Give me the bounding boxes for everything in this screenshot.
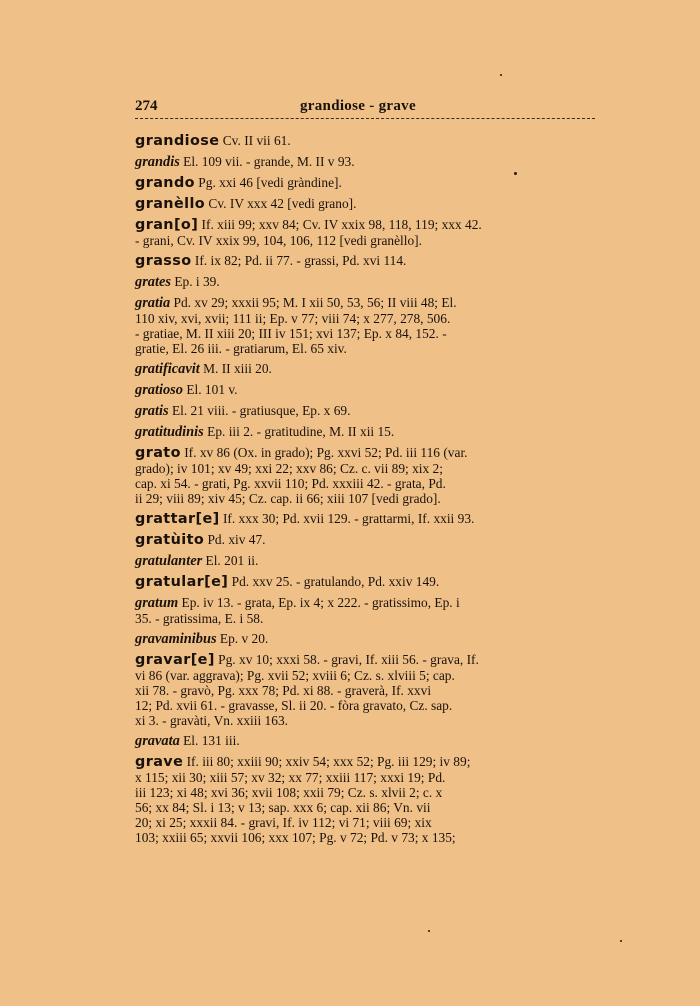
entry-line: grasso If. ix 82; Pd. ii 77. - grassi, Pd. xvi 114. (135, 253, 407, 269)
dictionary-entry (135, 733, 595, 749)
entry-line: grandiose Cv. II vii 61. (135, 133, 291, 149)
headword: gratitudinis (135, 424, 204, 440)
entry-line: gratioso El. 101 v. (135, 382, 238, 398)
entry-line: grave If. iii 80; xxiii 90; xxiv 54; xxx 52; Pg. iii 129; iv 89; (135, 754, 471, 770)
dictionary-entry (135, 445, 595, 506)
headword: granèllo (135, 196, 206, 212)
dictionary-entry (135, 274, 595, 290)
page-header (135, 98, 595, 120)
dictionary-entry (135, 652, 595, 728)
dictionary-entry (135, 133, 595, 149)
entry-line: 56; xx 84; Sl. i 13; v 13; sap. xxx 6; cap. xii 86; Vn. vii (135, 800, 431, 815)
entry-line: 35. - gratissima, E. i 58. (135, 611, 264, 626)
page-number: 274 (135, 98, 158, 114)
dictionary-entry (135, 295, 595, 356)
dictionary-entry (135, 595, 595, 626)
headword: gratificavit (135, 361, 200, 377)
entry-line: 110 xiv, xvi, xvii; 111 ii; Ep. v 77; viii 74; x 277, 278, 506. (135, 311, 451, 326)
print-speck (428, 930, 430, 932)
entry-line: - gratiae, M. II xiii 20; III iv 151; xvi 137; Ep. x 84, 152. - (135, 326, 447, 341)
entry-line: gratum Ep. iv 13. - grata, Ep. ix 4; x 222. - gratissimo, Ep. i (135, 595, 460, 611)
headword: gratum (135, 595, 179, 611)
dictionary-entry (135, 631, 595, 647)
entry-line: x 115; xii 30; xiii 57; xv 32; xx 77; xxiii 117; xxxi 19; Pd. (135, 770, 446, 785)
headword: grando (135, 175, 195, 191)
headword: grave (135, 754, 184, 770)
headword: grattar[e] (135, 511, 220, 527)
dictionary-entry (135, 574, 595, 590)
entry-line: gratitudinis Ep. iii 2. - gratitudine, M. II xii 15. (135, 424, 395, 440)
entry-line: gravaminibus Ep. v 20. (135, 631, 269, 647)
entry-line: gravar[e] Pg. xv 10; xxxi 58. - gravi, If. xiii 56. - grava, If. (135, 652, 479, 668)
dictionary-entry (135, 361, 595, 377)
entry-line: grandis El. 109 vii. - grande, M. II v 93. (135, 154, 355, 170)
running-head: grandiose - grave (300, 98, 416, 114)
headword: gratular[e] (135, 574, 229, 590)
entry-line: iii 123; xi 48; xvi 36; xvii 108; xxii 79; Cz. s. xlvii 2; c. x (135, 785, 443, 800)
header-rule (135, 118, 595, 119)
entry-line: vi 86 (var. aggrava); Pg. xvii 52; xviii 6; Cz. s. xlviii 5; cap. (135, 668, 455, 683)
entry-line: grates Ep. i 39. (135, 274, 220, 290)
entry-line: granèllo Cv. IV xxx 42 [vedi grano]. (135, 196, 357, 212)
dictionary-entry (135, 403, 595, 419)
entry-line: ii 29; viii 89; xiv 45; Cz. cap. ii 66; xiii 107 [vedi grado]. (135, 491, 441, 506)
headword: gravata (135, 733, 180, 749)
headword: grandiose (135, 133, 220, 149)
dictionary-entry (135, 532, 595, 548)
print-speck (514, 172, 517, 175)
entry-line: 103; xxiii 65; xxvii 106; xxx 107; Pg. v 72; Pd. v 73; x 135; (135, 830, 456, 845)
entry-line: gratular[e] Pd. xxv 25. - gratulando, Pd. xxiv 149. (135, 574, 440, 590)
dictionary-entry (135, 424, 595, 440)
headword: gratulanter (135, 553, 203, 569)
headword: grato (135, 445, 181, 461)
entry-line: 12; Pd. xvii 61. - gravasse, Sl. ii 20. - fòra gravato, Cz. sap. (135, 698, 453, 713)
dictionary-entry (135, 553, 595, 569)
entry-line: xi 3. - gravàti, Vn. xxiii 163. (135, 713, 288, 728)
entry-line: grattar[e] If. xxx 30; Pd. xvii 129. - grattarmi, If. xxii 93. (135, 511, 475, 527)
entry-line: gratùito Pd. xiv 47. (135, 532, 266, 548)
entry-line: gratificavit M. II xiii 20. (135, 361, 272, 377)
headword: gratùito (135, 532, 205, 548)
entry-line: grando Pg. xxi 46 [vedi gràndine]. (135, 175, 342, 191)
entry-line: grato If. xv 86 (Ox. in grado); Pg. xxvi 52; Pd. iii 116 (var. (135, 445, 468, 461)
headword: grandis (135, 154, 180, 170)
entry-line: grado); iv 101; xv 49; xxi 22; xxv 86; Cz. c. vii 89; xix 2; (135, 461, 443, 476)
entry-line: gratie, El. 26 iii. - gratiarum, El. 65 xiv. (135, 341, 347, 356)
dictionary-entry (135, 382, 595, 398)
headword: gratioso (135, 382, 183, 398)
dictionary-entry (135, 196, 595, 212)
dictionary-entry (135, 154, 595, 170)
headword: gran[o] (135, 217, 199, 233)
print-speck (500, 74, 502, 76)
print-speck (620, 940, 622, 942)
headword: gratis (135, 403, 169, 419)
entry-line: gran[o] If. xiii 99; xxv 84; Cv. IV xxix 98, 118, 119; xxx 42. (135, 217, 482, 233)
headword: gratia (135, 295, 171, 311)
entry-line: gravata El. 131 iii. (135, 733, 240, 749)
entry-line: gratulanter El. 201 ii. (135, 553, 259, 569)
headword: grasso (135, 253, 192, 269)
entry-line: gratis El. 21 viii. - gratiusque, Ep. x 69. (135, 403, 351, 419)
entry-line: cap. xi 54. - grati, Pg. xxvii 110; Pd. xxxiii 42. - grata, Pd. (135, 476, 446, 491)
entry-line: xii 78. - gravò, Pg. xxx 78; Pd. xi 88. - graverà, If. xxvi (135, 683, 432, 698)
headword: grates (135, 274, 171, 290)
entry-line: 20; xi 25; xxxii 84. - gravi, If. iv 112; vi 71; viii 69; xix (135, 815, 432, 830)
headword: gravar[e] (135, 652, 215, 668)
dictionary-entry (135, 754, 595, 845)
dictionary-entry (135, 511, 595, 527)
entry-line: - grani, Cv. IV xxix 99, 104, 106, 112 [vedi granèllo]. (135, 233, 422, 248)
dictionary-entry (135, 175, 595, 191)
entry-line: gratia Pd. xv 29; xxxii 95; M. I xii 50, 53, 56; II viii 48; El. (135, 295, 457, 311)
entry-list (135, 133, 595, 850)
dictionary-entry (135, 217, 595, 248)
dictionary-entry (135, 253, 595, 269)
headword: gravaminibus (135, 631, 217, 647)
